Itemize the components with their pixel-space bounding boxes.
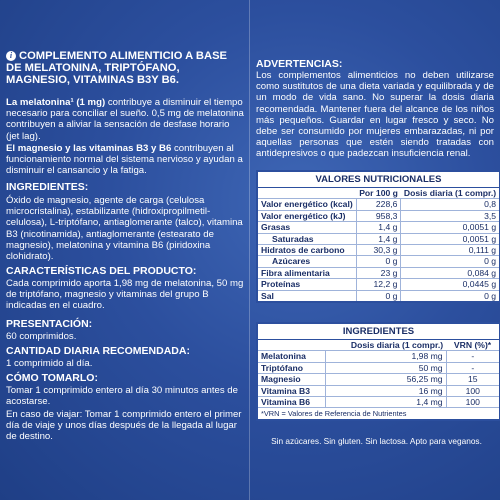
daily-amount-text: 1 comprimido al día. bbox=[6, 358, 93, 369]
ingredient-vrn: 15 bbox=[446, 374, 499, 385]
dietary-tagline: Sin azúcares. Sin gluten. Sin lactosa. Apto para veganos. bbox=[271, 436, 482, 446]
product-header-text: COMPLEMENTO ALIMENTICIO A BASE DE MELATONINA, TRIPTÓFANO, MAGNESIO, VITAMINAS B3Y B6. bbox=[6, 50, 228, 86]
ingredient-row bbox=[258, 385, 499, 396]
ingredient-row bbox=[258, 351, 499, 362]
nutrition-row bbox=[258, 222, 499, 233]
nutrition-label: Sal bbox=[258, 290, 356, 301]
ingredient-name: Triptófano bbox=[258, 362, 326, 373]
nutrition-label: Valor energético (kJ) bbox=[258, 210, 356, 221]
nutrition-per100-value: 958,3 bbox=[356, 210, 401, 221]
claim-melatonin-text: contribuye a disminuir el tiempo necesario para conciliar el sueño. 0,5 mg de melatonina contribuyen a aliviar la sensación de desfase horario (jet lag). bbox=[6, 97, 244, 142]
ingredients-grid bbox=[258, 340, 499, 407]
ingredient-name: Vitamina B3 bbox=[258, 385, 326, 396]
nutrition-per100-value: 30,3 g bbox=[356, 245, 401, 256]
nutrition-daily-value: 0,8 bbox=[401, 199, 499, 210]
ingredient-vrn: - bbox=[446, 362, 499, 373]
nutrition-per100-value: 12,2 g bbox=[356, 279, 401, 290]
how-to-take-heading: CÓMO TOMARLO: bbox=[6, 372, 98, 384]
ingredients-text: Óxido de magnesio, agente de carga (celulosa microcristalina), estabilizante (hidroxipropilmetil-celulosa), L-triptófano, antiaglomerante (talco), vitamina B3 (nicotinamida), antiaglomerante (estearato de magnesio), melatonina y vitamina B6 (piridoxina clohidrato). bbox=[6, 195, 243, 263]
ingredient-dose: 50 mg bbox=[326, 362, 446, 373]
nutrition-label: Hidratos de carbono bbox=[258, 245, 356, 256]
ingredient-row bbox=[258, 397, 499, 408]
nutrition-daily-value: 0,0051 g bbox=[401, 233, 499, 244]
vrn-footnote: *VRN = Valores de Referencia de Nutrientes bbox=[258, 407, 499, 419]
ingredient-vrn: 100 bbox=[446, 385, 499, 396]
ingredient-dose: 16 mg bbox=[326, 385, 446, 396]
presentation-heading: PRESENTACIÓN: bbox=[6, 318, 93, 330]
right-column bbox=[252, 0, 498, 500]
nutrition-per100-value: 228,6 bbox=[356, 199, 401, 210]
travel-instructions-text: En caso de viajar: Tomar 1 comprimido entero el primer día de viaje y unos días después de la llegada al lugar de destino. bbox=[6, 409, 242, 443]
daily-amount-heading: CANTIDAD DIARIA RECOMENDADA: bbox=[6, 345, 190, 357]
nutrition-row bbox=[258, 245, 499, 256]
nutrition-row bbox=[258, 290, 499, 301]
ingredient-row bbox=[258, 362, 499, 373]
nutrition-per100-value: 1,4 g bbox=[356, 233, 401, 244]
characteristics-text: Cada comprimido aporta 1,98 mg de melatonina, 50 mg de triptófano, magnesio y vitaminas del grupo B indicadas en el cuadro. bbox=[6, 278, 244, 312]
nutrition-header-row bbox=[258, 188, 499, 199]
nutrition-row bbox=[258, 233, 499, 244]
nutrition-per100-value: 1,4 g bbox=[356, 222, 401, 233]
warnings-text: Los complementos alimenticios no deben utilizarse como sustitutos de una dieta variada y equilibrada y de un modo de vida sano. No superar la dosis diaria recomendada. Mantener fuera del alcance de los niños más pequeños. Guardar en lugar fresco y seco. No debe ser consumido por mujeres embarazadas, ni por aquellas personas que estén siendo tratadas con antidepresivos o que padezcan insuficiencia renal. bbox=[256, 70, 494, 160]
nutrition-row bbox=[258, 256, 499, 267]
nutrition-label: Proteínas bbox=[258, 279, 356, 290]
nutrition-daily-value: 0,111 g bbox=[401, 245, 499, 256]
nutrition-daily-value: 3,5 bbox=[401, 210, 499, 221]
nutrition-daily-value: 0,0051 g bbox=[401, 222, 499, 233]
ingredient-name: Vitamina B6 bbox=[258, 397, 326, 408]
nutrition-per100-value: 0 g bbox=[356, 290, 401, 301]
nutrition-col-per100: Por 100 g bbox=[359, 188, 398, 198]
left-column bbox=[0, 0, 248, 500]
ingredient-name: Melatonina bbox=[258, 351, 326, 362]
nutrition-daily-value: 0 g bbox=[401, 256, 499, 267]
nutrition-table-title: VALORES NUTRICIONALES bbox=[258, 172, 499, 188]
nutrition-daily-value: 0,084 g bbox=[401, 267, 499, 278]
nutrition-label: Fibra alimentaria bbox=[258, 267, 356, 278]
how-to-take-text: Tomar 1 comprimido entero al día 30 minutos antes de acostarse. bbox=[6, 385, 238, 408]
nutrition-col-daily: Dosis diaria (1 compr.) bbox=[403, 188, 497, 198]
nutrition-label: Saturadas bbox=[258, 233, 356, 244]
ingredients-col-vrn: VRN (%)* bbox=[453, 340, 492, 350]
product-header bbox=[6, 50, 244, 86]
ingredients-heading: INGREDIENTES: bbox=[6, 181, 89, 193]
nutrition-per100-value: 23 g bbox=[356, 267, 401, 278]
ingredient-dose: 1,98 mg bbox=[326, 351, 446, 362]
ingredients-table bbox=[256, 322, 500, 421]
claim-melatonin bbox=[6, 97, 244, 142]
ingredient-row bbox=[258, 374, 499, 385]
nutrition-label: Grasas bbox=[258, 222, 356, 233]
nutrition-table bbox=[256, 170, 500, 303]
claim-melatonin-bold: La melatonina¹ (1 mg) bbox=[6, 97, 106, 108]
nutrition-row bbox=[258, 279, 499, 290]
ingredients-col-dose: Dosis diaria (1 compr.) bbox=[350, 340, 444, 350]
column-divider bbox=[249, 0, 250, 500]
nutrition-daily-value: 0,0445 g bbox=[401, 279, 499, 290]
warnings-heading: ADVERTENCIAS: bbox=[256, 58, 343, 70]
nutrition-daily-value: 0 g bbox=[401, 290, 499, 301]
nutrition-grid bbox=[258, 188, 499, 301]
claim-magnesium-text: contribuyen al funcionamiento normal del sistema nervioso y ayudan a disminuir el cansancio y la fatiga. bbox=[6, 143, 243, 177]
nutrition-row bbox=[258, 267, 499, 278]
ingredient-vrn: 100 bbox=[446, 397, 499, 408]
characteristics-heading: CARACTERÍSTICAS DEL PRODUCTO: bbox=[6, 265, 197, 277]
info-icon: i bbox=[6, 51, 16, 61]
ingredient-vrn: - bbox=[446, 351, 499, 362]
claim-magnesium-bold: El magnesio y las vitaminas B3 y B6 bbox=[6, 143, 172, 154]
nutrition-row bbox=[258, 199, 499, 210]
ingredient-dose: 1,4 mg bbox=[326, 397, 446, 408]
presentation-text: 60 comprimidos. bbox=[6, 331, 77, 342]
claim-magnesium bbox=[6, 143, 244, 177]
nutrition-label: Azúcares bbox=[258, 256, 356, 267]
ingredients-header-row bbox=[258, 340, 499, 351]
nutrition-label: Valor energético (kcal) bbox=[258, 199, 356, 210]
ingredient-dose: 56,25 mg bbox=[326, 374, 446, 385]
nutrition-per100-value: 0 g bbox=[356, 256, 401, 267]
ingredient-name: Magnesio bbox=[258, 374, 326, 385]
ingredients-table-title: INGREDIENTES bbox=[258, 324, 499, 340]
nutrition-row bbox=[258, 210, 499, 221]
